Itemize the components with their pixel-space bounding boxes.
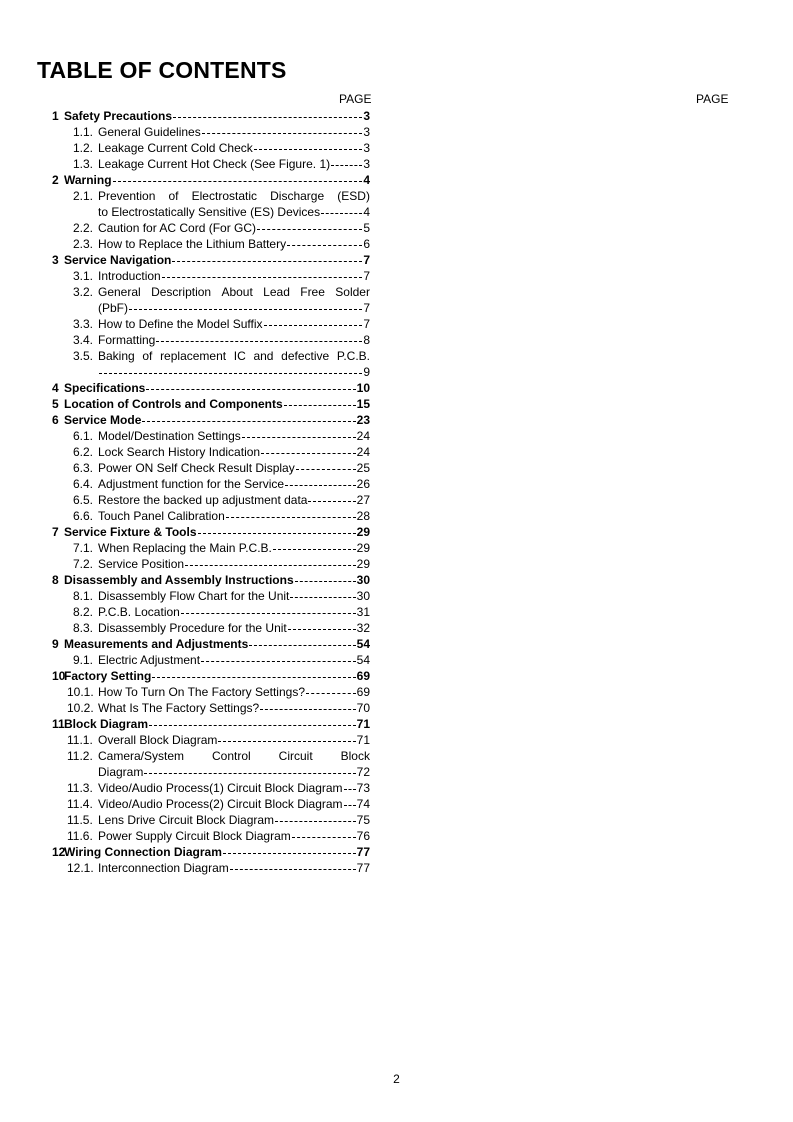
toc-entry-label: Specifications	[64, 381, 146, 395]
toc-entry-page: 3	[363, 109, 370, 123]
toc-entry-page: 7	[363, 253, 370, 267]
toc-subsection[interactable]	[73, 268, 370, 284]
toc-entry-page: 15	[356, 397, 370, 411]
toc-leader-dashes	[261, 453, 356, 454]
toc-subsection[interactable]	[73, 556, 370, 572]
toc-entry-page: 7	[363, 269, 370, 283]
toc-leader-dashes	[218, 741, 355, 742]
toc-entry-page: 69	[356, 685, 370, 699]
toc-leader-dashes	[288, 629, 356, 630]
toc-entry-number: 6.3.	[73, 461, 94, 475]
toc-entry-label: Service Mode	[64, 413, 142, 427]
toc-leader-dashes	[344, 789, 356, 790]
toc-subsection[interactable]	[67, 700, 370, 716]
toc-entry-label: Service Position	[98, 557, 185, 571]
toc-entry-number: 8.3.	[73, 621, 94, 635]
toc-subsection[interactable]	[73, 508, 370, 524]
toc-entry-label: Disassembly and Assembly Instructions	[64, 573, 294, 587]
toc-entry-number: 10	[52, 669, 66, 683]
toc-label-word: Prevention	[98, 189, 156, 203]
toc-section[interactable]	[52, 412, 370, 428]
toc-label-word: Camera/System	[98, 749, 185, 763]
toc-section[interactable]	[52, 172, 370, 188]
toc-entry-number: 11.2.	[67, 749, 93, 763]
toc-entry-number: 3.2.	[73, 285, 94, 299]
toc-leader-dashes	[275, 821, 356, 822]
page-number: 2	[393, 1072, 400, 1086]
toc-entry-label: Warning	[64, 173, 112, 187]
toc-leader-dashes	[226, 517, 356, 518]
toc-label-word: (ESD)	[337, 189, 370, 203]
toc-entry-label: Restore the backed up adjustment data	[98, 493, 308, 507]
toc-label-word: Block	[340, 749, 370, 763]
toc-entry-page: 73	[356, 781, 370, 795]
toc-entry-number: 6.1.	[73, 429, 94, 443]
toc-subsection[interactable]	[67, 684, 370, 700]
toc-entry-label: Leakage Current Cold Check	[98, 141, 253, 155]
toc-entry-label-line1	[98, 284, 370, 300]
toc-entry-page: 54	[356, 653, 370, 667]
toc-entry-label: Disassembly Procedure for the Unit	[98, 621, 287, 635]
toc-leader-dashes	[344, 805, 356, 806]
toc-entry-label: Location of Controls and Components	[64, 397, 283, 411]
toc-entry-page: 7	[363, 317, 370, 331]
toc-leader-dashes	[273, 549, 356, 550]
toc-entry-page: 26	[356, 477, 370, 491]
toc-entry-number: 6.4.	[73, 477, 94, 491]
toc-label-word: Free	[300, 285, 325, 299]
toc-entry-label: Electric Adjustment	[98, 653, 201, 667]
toc-entry-label: Factory Setting	[64, 669, 152, 683]
toc-entry-page: 4	[363, 173, 370, 187]
page-title: TABLE OF CONTENTS	[37, 57, 287, 83]
toc-entry-label: Adjustment function for the Service	[98, 477, 285, 491]
toc-entry-number: 11	[52, 717, 65, 731]
toc-leader-dashes	[296, 469, 356, 470]
toc-label-word: and	[253, 349, 274, 363]
toc-entry-label-line1	[98, 188, 370, 204]
toc-entry-label: Service Fixture & Tools	[64, 525, 197, 539]
toc-leader-dashes	[290, 597, 355, 598]
toc-entry-number: 3.1.	[73, 269, 94, 283]
toc-entry-label: (PbF)	[98, 301, 128, 315]
toc-entry-label: Video/Audio Process(2) Circuit Block Diagram	[98, 797, 343, 811]
toc-entry-page: 30	[356, 589, 370, 603]
toc-entry-label: Safety Precautions	[64, 109, 173, 123]
toc-entry-number: 9	[52, 637, 59, 651]
toc-entry-page: 7	[363, 301, 370, 315]
toc-entry-number: 6.5.	[73, 493, 94, 507]
page-column-header-left: PAGE	[339, 92, 372, 106]
toc-entry-page: 24	[356, 445, 370, 459]
toc-subsection[interactable]	[73, 140, 370, 156]
toc-entry-page: 77	[356, 861, 370, 875]
toc-subsection[interactable]	[67, 860, 370, 876]
toc-entry-number: 7.1.	[73, 541, 94, 555]
toc-entry-label: Interconnection Diagram	[98, 861, 229, 875]
toc-leader-dashes	[144, 773, 355, 774]
toc-subsection[interactable]	[73, 188, 370, 220]
toc-entry-number: 10.1.	[67, 685, 94, 699]
toc-entry-label: General Guidelines	[98, 125, 201, 139]
toc-label-word: P.C.B.	[336, 349, 370, 363]
toc-entry-number: 6	[52, 413, 59, 427]
toc-entry-label: P.C.B. Location	[98, 605, 180, 619]
toc-entry-page: 74	[356, 797, 370, 811]
toc-entry-number: 11.4.	[67, 797, 93, 811]
toc-entry-page: 23	[356, 413, 370, 427]
toc-subsection[interactable]	[67, 780, 370, 796]
toc-leader-dashes	[230, 869, 356, 870]
toc-section[interactable]	[52, 108, 370, 124]
toc-entry-number: 9.1.	[73, 653, 94, 667]
toc-entry-number: 4	[52, 381, 59, 395]
toc-entry-page: 3	[363, 157, 370, 171]
toc-subsection[interactable]	[67, 796, 370, 812]
toc-leader-dashes	[257, 229, 362, 230]
toc-entry-page: 71	[356, 733, 370, 747]
toc-entry-label: Block Diagram	[64, 717, 149, 731]
toc-label-word: Discharge	[270, 189, 325, 203]
toc-label-word: Description	[151, 285, 212, 299]
toc-entry-page: 6	[363, 237, 370, 251]
toc-section[interactable]	[52, 844, 370, 860]
toc-subsection[interactable]	[73, 284, 370, 316]
toc-entry-label: Overall Block Diagram	[98, 733, 218, 747]
toc-entry-label: When Replacing the Main P.C.B.	[98, 541, 272, 555]
toc-leader-dashes	[173, 117, 362, 118]
toc-entry-page: 69	[356, 669, 370, 683]
toc-entry-number: 2	[52, 173, 59, 187]
toc-entry-page: 71	[356, 717, 370, 731]
toc-subsection[interactable]	[73, 460, 370, 476]
toc-label-word: IC	[233, 349, 246, 363]
toc-entry-page: 5	[363, 221, 370, 235]
toc-entry-label: Caution for AC Cord (For GC)	[98, 221, 257, 235]
toc-entry-number: 1	[52, 109, 59, 123]
page-column-header-right: PAGE	[696, 92, 729, 106]
toc-leader-dashes	[152, 677, 355, 678]
toc-subsection[interactable]	[73, 540, 370, 556]
toc-subsection[interactable]	[73, 332, 370, 348]
toc-label-word: of	[142, 349, 153, 363]
toc-leader-dashes	[260, 709, 355, 710]
toc-entry-page: 28	[356, 509, 370, 523]
toc-entry-label: Measurements and Adjustments	[64, 637, 249, 651]
toc-label-word: Baking	[98, 349, 135, 363]
toc-entry-page: 54	[356, 637, 370, 651]
toc-entry-label: to Electrostatically Sensitive (ES) Devices	[98, 205, 321, 219]
toc-leader-dashes	[285, 485, 356, 486]
toc-entry-label: Lock Search History Indication	[98, 445, 261, 459]
toc-subsection[interactable]	[67, 812, 370, 828]
toc-entry-number: 12.1.	[67, 861, 94, 875]
toc-entry-label: Lens Drive Circuit Block Diagram	[98, 813, 275, 827]
toc-leader-dashes	[113, 181, 363, 182]
toc-entry-number: 7	[52, 525, 59, 539]
toc-label-word: Electrostatic	[191, 189, 257, 203]
toc-entry-label-line1	[98, 348, 370, 364]
toc-entry-page: 29	[356, 557, 370, 571]
toc-leader-dashes	[129, 309, 362, 310]
toc-entry-number: 12	[52, 845, 66, 859]
toc-subsection[interactable]	[73, 156, 370, 172]
toc-leader-dashes	[292, 837, 356, 838]
toc-entry-number: 2.3.	[73, 237, 94, 251]
toc-entry-page: 8	[363, 333, 370, 347]
toc-subsection[interactable]	[73, 236, 370, 252]
toc-leader-dashes	[172, 261, 362, 262]
toc-entry-number: 2.2.	[73, 221, 94, 235]
toc-entry-label: Formatting	[98, 333, 156, 347]
toc-entry-label: Leakage Current Hot Check (See Figure. 1)	[98, 157, 331, 171]
toc-leader-dashes	[162, 277, 363, 278]
toc-leader-dashes	[295, 581, 356, 582]
toc-section[interactable]	[52, 380, 370, 396]
toc-leader-dashes	[264, 325, 363, 326]
toc-subsection[interactable]	[73, 124, 370, 140]
toc-entry-number: 2.1.	[73, 189, 94, 203]
toc-section[interactable]	[52, 252, 370, 268]
toc-label-word: defective	[281, 349, 330, 363]
toc-entry-page: 4	[363, 205, 370, 219]
toc-subsection[interactable]	[67, 748, 370, 780]
toc-entry-number: 11.6.	[67, 829, 93, 843]
toc-label-word: About	[221, 285, 253, 299]
toc-entry-label: How to Replace the Lithium Battery	[98, 237, 287, 251]
toc-subsection[interactable]	[73, 316, 370, 332]
toc-leader-dashes	[156, 341, 362, 342]
toc-entry-page: 24	[356, 429, 370, 443]
toc-label-word: replacement	[160, 349, 227, 363]
toc-label-word: General	[98, 285, 141, 299]
toc-leader-dashes	[254, 149, 363, 150]
toc-leader-dashes	[142, 421, 355, 422]
toc-entry-page: 76	[356, 829, 370, 843]
toc-entry-number: 5	[52, 397, 59, 411]
toc-subsection[interactable]	[73, 620, 370, 636]
toc-leader-dashes	[181, 613, 356, 614]
toc-subsection[interactable]	[67, 732, 370, 748]
toc-entry-number: 8	[52, 573, 59, 587]
toc-entry-label-line1	[98, 748, 370, 764]
toc-entry-label: Service Navigation	[64, 253, 172, 267]
toc-leader-dashes	[149, 725, 356, 726]
toc-entry-page: 31	[356, 605, 370, 619]
toc-entry-label: Power Supply Circuit Block Diagram	[98, 829, 291, 843]
toc-entry-page: 27	[356, 493, 370, 507]
toc-leader-dashes	[99, 373, 362, 374]
toc-section[interactable]	[52, 572, 370, 588]
toc-entry-label: Disassembly Flow Chart for the Unit	[98, 589, 290, 603]
toc-entry-page: 25	[356, 461, 370, 475]
toc-entry-number: 11.5.	[67, 813, 93, 827]
toc-leader-dashes	[306, 693, 356, 694]
toc-entry-page: 30	[356, 573, 370, 587]
toc-entry-label: Video/Audio Process(1) Circuit Block Diagram	[98, 781, 343, 795]
toc-leader-dashes	[284, 405, 356, 406]
toc-section[interactable]	[52, 636, 370, 652]
toc-entry-number: 10.2.	[67, 701, 94, 715]
toc-entry-label: Touch Panel Calibration	[98, 509, 225, 523]
toc-entry-number: 1.3.	[73, 157, 94, 171]
toc-entry-number: 1.1.	[73, 125, 94, 139]
toc-subsection[interactable]	[73, 444, 370, 460]
toc-leader-dashes	[198, 533, 356, 534]
toc-entry-label: How to Define the Model Suffix	[98, 317, 263, 331]
toc-leader-dashes	[223, 853, 356, 854]
toc-entry-page: 10	[356, 381, 370, 395]
toc-entry-number: 3	[52, 253, 59, 267]
toc-section[interactable]	[52, 716, 370, 732]
toc-entry-number: 3.3.	[73, 317, 94, 331]
toc-entry-number: 6.2.	[73, 445, 94, 459]
toc-leader-dashes	[331, 165, 362, 166]
toc-entry-number: 3.5.	[73, 349, 94, 363]
toc-leader-dashes	[146, 389, 355, 390]
toc-leader-dashes	[201, 661, 356, 662]
toc-label-word: Solder	[335, 285, 370, 299]
toc-entry-page: 3	[363, 141, 370, 155]
toc-leader-dashes	[202, 133, 363, 134]
toc-subsection[interactable]	[73, 652, 370, 668]
toc-entry-label: Wiring Connection Diagram	[64, 845, 222, 859]
toc-label-word: of	[168, 189, 179, 203]
toc-subsection[interactable]	[73, 428, 370, 444]
toc-entry-number: 8.2.	[73, 605, 94, 619]
toc-entry-page: 3	[363, 125, 370, 139]
toc-entry-page: 29	[356, 525, 370, 539]
toc-leader-dashes	[249, 645, 355, 646]
toc-entry-number: 11.3.	[67, 781, 93, 795]
toc-entry-label: Model/Destination Settings	[98, 429, 241, 443]
toc-entry-page: 29	[356, 541, 370, 555]
toc-label-word: Lead	[263, 285, 290, 299]
toc-leader-dashes	[185, 565, 356, 566]
toc-subsection[interactable]	[73, 348, 370, 380]
toc-entry-label: What Is The Factory Settings?	[98, 701, 260, 715]
toc-entry-number: 8.1.	[73, 589, 94, 603]
toc-subsection[interactable]	[67, 828, 370, 844]
toc-label-word: Control	[212, 749, 251, 763]
toc-entry-page: 32	[356, 621, 370, 635]
toc-entry-page: 9	[363, 365, 370, 379]
toc-leader-dashes	[321, 213, 362, 214]
toc-subsection[interactable]	[73, 604, 370, 620]
toc-section[interactable]	[52, 524, 370, 540]
toc-entry-label: Diagram	[98, 765, 144, 779]
toc-label-word: Circuit	[278, 749, 313, 763]
toc-leader-dashes	[308, 501, 355, 502]
toc-entry-page: 75	[356, 813, 370, 827]
toc-subsection[interactable]	[73, 476, 370, 492]
toc-entry-number: 1.2.	[73, 141, 94, 155]
toc-section[interactable]	[52, 668, 370, 684]
toc-entry-label: How To Turn On The Factory Settings?	[98, 685, 305, 699]
toc-entry-page: 77	[356, 845, 370, 859]
toc-entry-label: Power ON Self Check Result Display	[98, 461, 295, 475]
toc-subsection[interactable]	[73, 220, 370, 236]
toc-leader-dashes	[287, 245, 362, 246]
toc-entry-page: 70	[356, 701, 370, 715]
toc-entry-number: 7.2.	[73, 557, 94, 571]
toc-entry-page: 72	[356, 765, 370, 779]
toc-subsection[interactable]	[73, 588, 370, 604]
toc-entry-number: 6.6.	[73, 509, 94, 523]
toc-subsection[interactable]	[73, 492, 370, 508]
toc-section[interactable]	[52, 396, 370, 412]
toc-entry-number: 11.1.	[67, 733, 93, 747]
toc-leader-dashes	[242, 437, 356, 438]
toc-entry-label: Introduction	[98, 269, 161, 283]
toc-entry-number: 3.4.	[73, 333, 94, 347]
